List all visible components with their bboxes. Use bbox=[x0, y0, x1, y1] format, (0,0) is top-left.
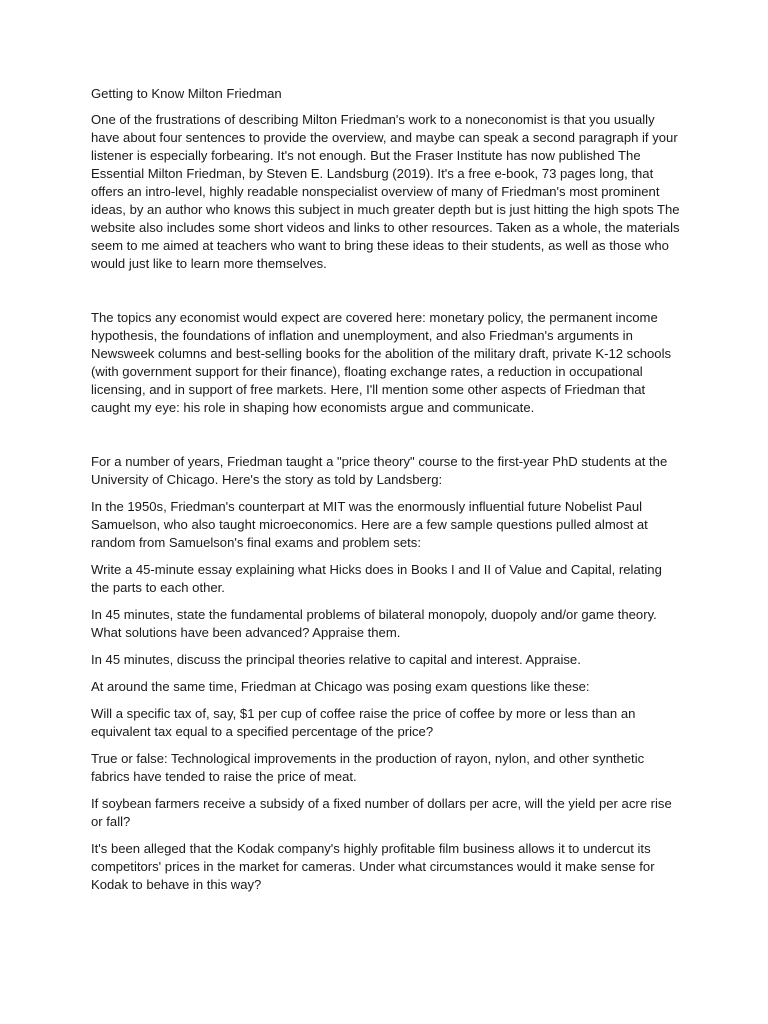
paragraph-question-capital: In 45 minutes, discuss the principal theories relative to capital and interest. Appraise. bbox=[91, 652, 581, 667]
paragraph-question-soybean: If soybean farmers receive a subsidy of a fixed number of dollars per acre, will the yield per acre rise or fall? bbox=[91, 796, 672, 829]
paragraph-question-hicks: Write a 45-minute essay explaining what Hicks does in Books I and II of Value and Capital, relating the parts to each other. bbox=[91, 562, 662, 595]
paragraph-samuelson: In the 1950s, Friedman's counterpart at MIT was the enormously influential future Nobelist Paul Samuelson, who also taught microeconomics. Here are a few sample questions pulled almost at random from Samuelson's final exams and problem sets: bbox=[91, 499, 648, 550]
paragraph-question-kodak: It's been alleged that the Kodak company's highly profitable film business allows it to undercut its competitors' prices in the market for cameras. Under what circumstances would it make sense for Kodak to behave in this way? bbox=[91, 841, 655, 892]
document-page bbox=[91, 85, 681, 903]
paragraph-spacer bbox=[91, 282, 681, 309]
paragraph-friedman-exams: At around the same time, Friedman at Chicago was posing exam questions like these: bbox=[91, 679, 590, 694]
paragraph-question-rayon: True or false: Technological improvements in the production of rayon, nylon, and other synthetic fabrics have tended to raise the price of meat. bbox=[91, 751, 645, 784]
paragraph-question-coffee: Will a specific tax of, say, $1 per cup of coffee raise the price of coffee by more or less than an equivalent tax equal to a specified percentage of the price? bbox=[91, 706, 636, 739]
paragraph-question-monopoly: In 45 minutes, state the fundamental problems of bilateral monopoly, duopoly and/or game theory. What solutions have been advanced? Appraise them. bbox=[91, 607, 657, 640]
paragraph-topics: The topics any economist would expect are covered here: monetary policy, the permanent income hypothesis, the foundations of inflation and unemployment, and also Friedman's arguments in Newsweek columns and best-selling books for the abolition of the military draft, private K-12 schools (with government support for their finance), floating exchange rates, a reduction in occupational licensing, and in support of free markets. Here, I'll mention some other aspects of Friedman that caught my eye: his role in shaping how economists argue and communicate. bbox=[91, 310, 672, 415]
paragraph-intro: One of the frustrations of describing Milton Friedman's work to a noneconomist is that you usually have about four sentences to provide the overview, and maybe can speak a second paragraph if your listener is especially forbearing. It's not enough. But the Fraser Institute has now published The Essential Milton Friedman, by Steven E. Landsburg (2019). It's a free e-book, 73 pages long, that offers an intro-level, highly readable nonspecialist overview of many of Friedman's most prominent ideas, by an author who knows this subject in much greater depth but is just hitting the high spots The website also includes some short videos and links to other resources. Taken as a whole, the materials seem to me aimed at teachers who want to bring these ideas to their students, as well as those who would just like to learn more themselves. bbox=[91, 112, 680, 271]
paragraph-price-theory: For a number of years, Friedman taught a "price theory" course to the first-year PhD students at the University of Chicago. Here's the story as told by Landsberg: bbox=[91, 454, 668, 487]
paragraph-spacer bbox=[91, 426, 681, 453]
document-title: Getting to Know Milton Friedman bbox=[91, 86, 282, 101]
